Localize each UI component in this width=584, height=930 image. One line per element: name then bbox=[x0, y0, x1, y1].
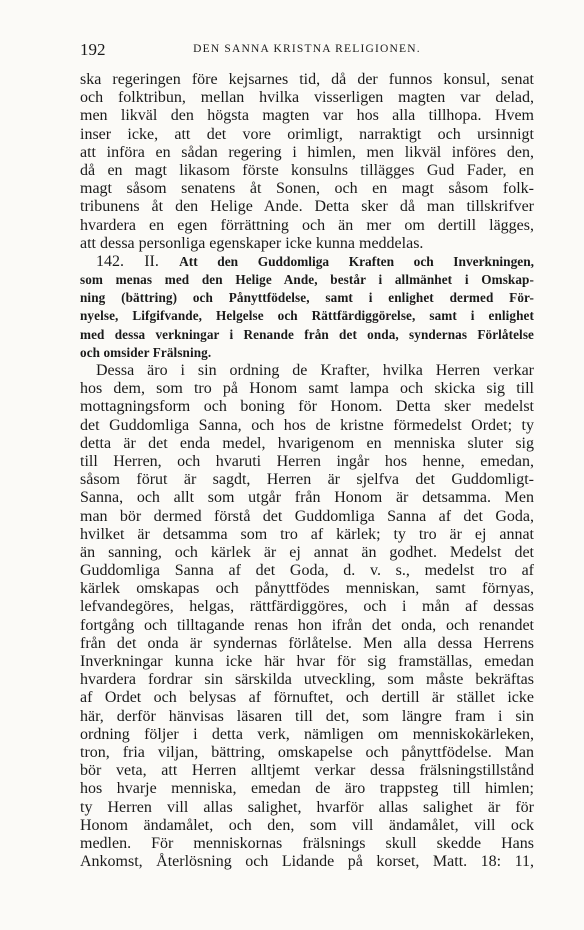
text-line: med dessa verkningar i Renande från det onda, syndernas Förlåtelse bbox=[80, 326, 534, 342]
text-line: nyelse, Lifgifvande, Helgelse och Rättfärdiggörelse, samt i enlighet bbox=[80, 308, 534, 324]
text-line: Inverkningar kunna icke här hvar för sig framställas, emedan bbox=[80, 653, 534, 670]
text-line: af Ordet och belysas af förnuftet, och dertill är stället icke bbox=[80, 689, 534, 707]
text-line: inser icke, att det vore orimligt, narraktigt och ursinnigt bbox=[80, 125, 534, 143]
text-line: medlen. För menniskornas frälsnings skull skedde Hans bbox=[80, 834, 534, 852]
text-line: tribunens åt den Helige Ande. Detta sker då man tillskrifver bbox=[80, 198, 534, 216]
text-line: hvardera en egen förrättning och än mer om dertill lägges, bbox=[80, 216, 534, 234]
text-line: till Herren, och hvaruti Herren ingår hos henne, emedan, bbox=[80, 452, 534, 470]
text-line: Sanna, och allt som utgår från Honom är detsamma. Men bbox=[80, 489, 534, 507]
text-line: än sanning, och kärlek är ej annat än godhet. Medelst det bbox=[80, 543, 534, 561]
text-line: lefvandegöres, helgas, rättfärdiggöres, och i mån af dessas bbox=[80, 598, 534, 616]
text-line: från det onda är syndernas förlåtelse. Men alla dessa Herrens bbox=[80, 634, 534, 652]
page-number: 192 bbox=[80, 40, 106, 59]
text-line: hvardera fordrar sin särskilda utveckling, som måste bekräftas bbox=[80, 671, 534, 689]
text-line: Honom ändamålet, och den, som vill ändamålet, vill ock bbox=[80, 816, 534, 834]
text-line: fortgång och tilltagande renas hon ifrån det onda, och renandet bbox=[80, 616, 534, 634]
page-header bbox=[80, 40, 534, 62]
text-line: och folktribun, mellan hvilka visserligen magten var delad, bbox=[80, 89, 534, 107]
text-line: det Guddomliga Sanna, och hos de kristne förmedelst Ordet; ty bbox=[80, 416, 534, 434]
section-number: 142. II. bbox=[96, 252, 159, 270]
paragraph-continued bbox=[80, 71, 534, 253]
section-heading-continuation bbox=[80, 271, 534, 362]
text-line: ordning följer i detta verk, nämligen om menniskokärleken, bbox=[80, 725, 534, 743]
text-line: Dessa äro i sin ordning de Krafter, hvilka Herren verkar bbox=[96, 362, 534, 379]
section-heading bbox=[80, 253, 534, 362]
text-line: såsom förut är sagdt, Herren är sjelfva det Guddomligt- bbox=[80, 471, 534, 489]
text-line: att införa en sådan regering i himlen, men likväl införes den, bbox=[80, 143, 534, 161]
paragraph-142 bbox=[80, 362, 534, 871]
text-line: ning (bättring) och Pånyttfödelse, samt i enlighet dermed För- bbox=[80, 290, 534, 306]
text-line: ska regeringen före kejsarnes tid, då der funnos konsul, senat bbox=[80, 71, 534, 88]
text-line: Guddomliga Sanna af det Goda, d. v. s., medelst tro af bbox=[80, 562, 534, 580]
text-line: här, derför hänvisas läsaren till det, som längre fram i sin bbox=[80, 707, 534, 725]
text-line: detta är det enda medel, hvarigenom en menniska sluter sig bbox=[80, 434, 534, 452]
text-line: tron, fria viljan, bättring, omskapelse och pånyttfödelse. Man bbox=[80, 743, 534, 761]
text-line: hos dem, som tro på Honom samt lampa och skicka sig till bbox=[80, 380, 534, 398]
text-line: att dessa personliga egenskaper icke kunna meddelas. bbox=[80, 234, 424, 252]
running-title: DEN SANNA KRISTNA RELIGIONEN. bbox=[193, 43, 421, 55]
text-line: ty Herren vill allas salighet, hvarför allas salighet är för bbox=[80, 798, 534, 816]
text-line: bör veta, att Herren alltjemt verkar dessa frälsningstillstånd bbox=[80, 762, 534, 780]
section-heading-first-line bbox=[80, 253, 534, 271]
text-line: men likväl den högsta magten var hos alla tillhopa. Hvem bbox=[80, 107, 534, 125]
page-body bbox=[80, 71, 534, 871]
text-line: hvilket är detsamma som tro af kärlek; ty tro är ej annat bbox=[80, 525, 534, 543]
text-line: Ankomst, Återlösning och Lidande på korset, Matt. 18: 11, bbox=[80, 853, 534, 871]
text-line: kärlek omskapas och pånyttfödes menniskan, samt förnyas, bbox=[80, 580, 534, 598]
text-line: magt såsom senatens åt Sonen, och en magt såsom folk- bbox=[80, 180, 534, 198]
section-heading-text: Att den Guddomliga Kraften och Inverkningen, bbox=[179, 253, 535, 269]
text-line: man bör dermed förstå det Guddomliga Sanna af det Goda, bbox=[80, 507, 534, 525]
text-line: och omsider Frälsning. bbox=[80, 344, 212, 360]
text-line: då en magt likasom förste konsulns tillägges Gud Fader, en bbox=[80, 161, 534, 179]
text-line: som menas med den Helige Ande, består i allmänhet i Omskap- bbox=[80, 272, 534, 288]
text-line: mottagningsform och boning för Honom. Detta sker medelst bbox=[80, 398, 534, 416]
text-line: hos hvarje menniska, emedan de äro trappsteg till himlen; bbox=[80, 780, 534, 798]
